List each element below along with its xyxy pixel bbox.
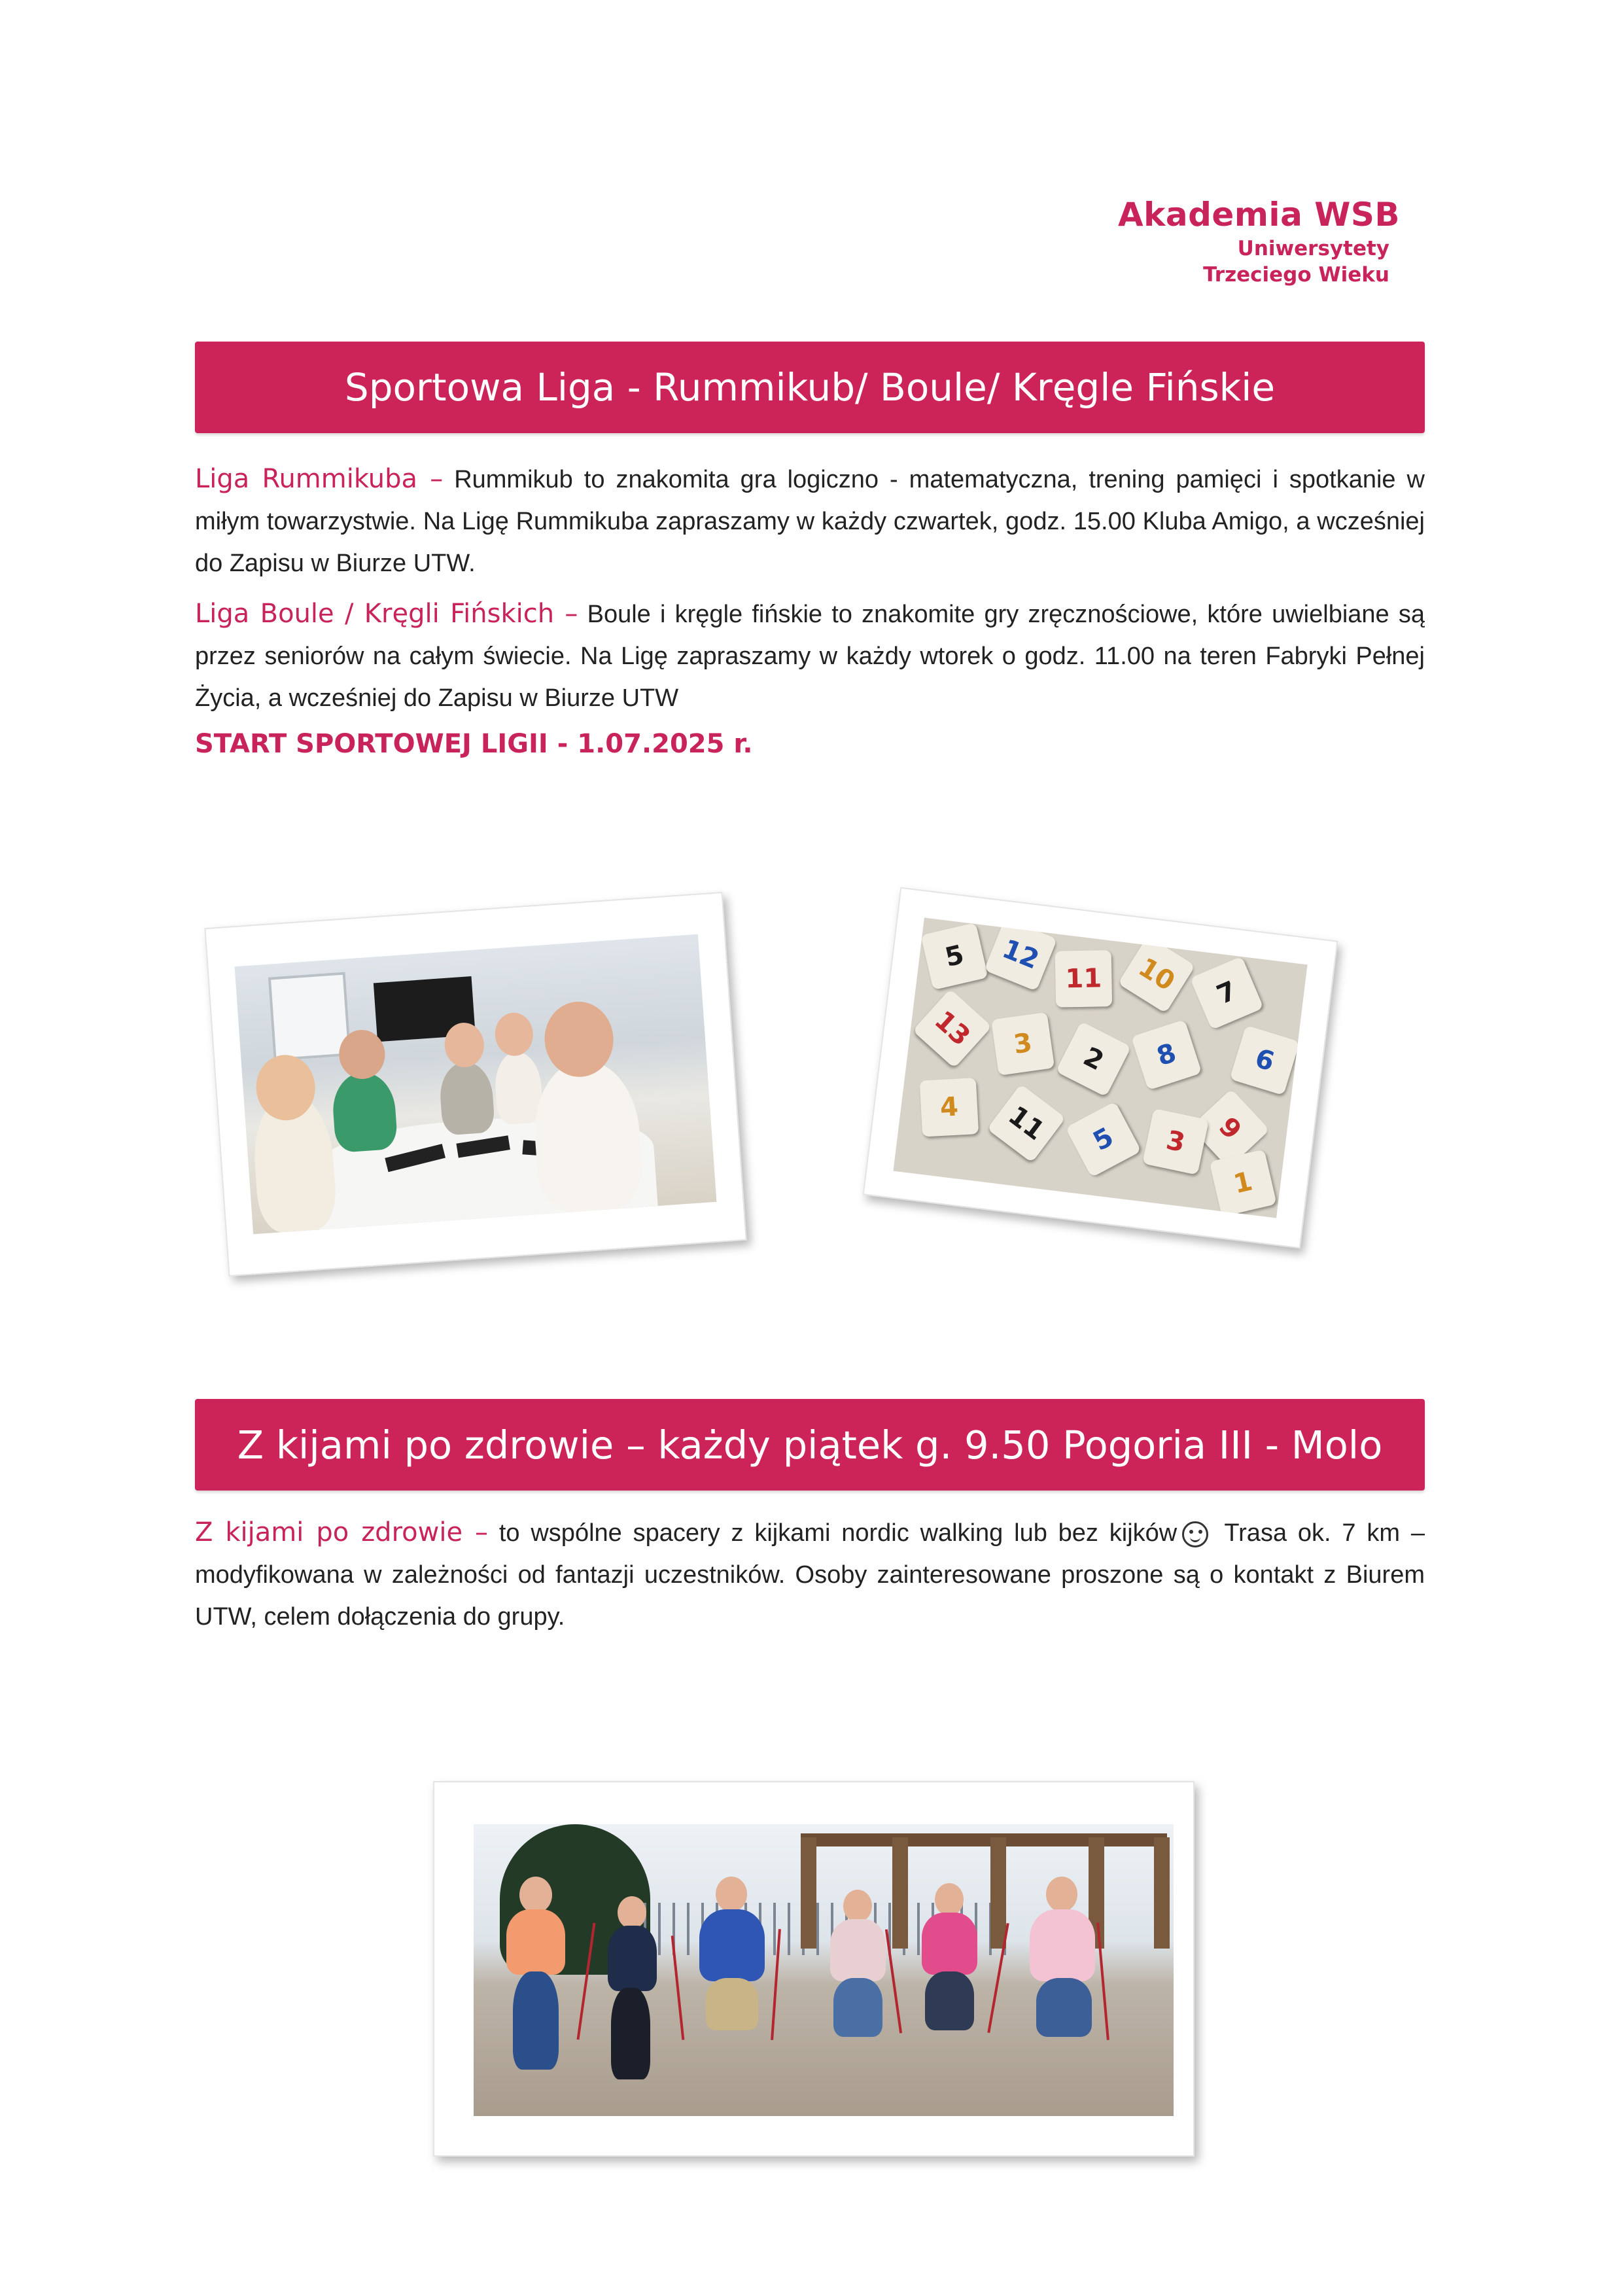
rummikub-paragraph bbox=[195, 458, 1425, 584]
rummikub-tile: 5 bbox=[1066, 1101, 1142, 1177]
rummikub-tile: 3 bbox=[991, 1012, 1055, 1076]
nordic-walking-group-image bbox=[474, 1824, 1174, 2116]
section-2-title: Z kijami po zdrowie – każdy piątek g. 9.50 Pogoria III - Molo bbox=[237, 1422, 1383, 1468]
rummikub-players-image bbox=[235, 934, 717, 1235]
rummikub-tile: 4 bbox=[920, 1078, 979, 1137]
rummikub-tile: 1 bbox=[1210, 1149, 1277, 1216]
logo-line-1: Akademia WSB bbox=[1117, 196, 1400, 234]
rummikub-tile: 9 bbox=[1190, 1089, 1270, 1169]
rummikub-tiles-photo bbox=[863, 887, 1338, 1249]
rummikub-tiles-image bbox=[893, 918, 1307, 1218]
rummikub-tile: 10 bbox=[1118, 936, 1196, 1014]
boule-text: Boule i kręgle fińskie to znakomite gry zręcznościowe, które uwielbiane są przez seniorów na całym świecie. Na Ligę zapraszamy w każdy wtorek o godz. 11.00 na teren Fabryki Pełnej Życia, a wcześniej do Zapisu w Biurze UTW bbox=[195, 601, 1425, 712]
logo-line-3: Trzeciego Wieku bbox=[1203, 263, 1389, 287]
rummikub-tile: 3 bbox=[1142, 1108, 1209, 1175]
rummikub-tile: 2 bbox=[1056, 1021, 1132, 1097]
nordic-walking-text-a: to wspólne spacery z kijkami nordic walking lub bez kijków bbox=[488, 1519, 1178, 1547]
nordic-walking-text-b: Trasa ok. 7 km – modyfikowana w zależności od fantazji uczestników. Osoby zainteresowane proszone są o kontakt z Biurem UTW, celem dołączenia do grupy. bbox=[195, 1519, 1425, 1631]
rummikub-tile: 11 bbox=[987, 1084, 1066, 1163]
section-1-title-banner bbox=[195, 342, 1425, 433]
rummikub-players-photo bbox=[204, 892, 746, 1277]
logo-line-2: Uniwersytety bbox=[1237, 237, 1389, 260]
rummikub-tile: 13 bbox=[913, 989, 992, 1068]
boule-paragraph bbox=[195, 593, 1425, 719]
rummikub-tile: 7 bbox=[1190, 956, 1264, 1030]
rummikub-tile: 6 bbox=[1230, 1025, 1300, 1095]
rummikub-tile: 8 bbox=[1131, 1019, 1202, 1090]
section-1-title: Sportowa Liga - Rummikub/ Boule/ Kręgle Fińskie bbox=[344, 365, 1276, 410]
nordic-walking-paragraph bbox=[195, 1511, 1425, 1638]
rummikub-text: Rummikub to znakomita gra logiczno - matematyczna, trening pamięci i spotkanie w miłym towarzystwie. Na Ligę Rummikuba zapraszamy w każdy czwartek, godz. 15.00 Kluba Amigo, a wcześniej do Zapisu w Biurze UTW. bbox=[195, 466, 1425, 577]
league-start-date: START SPORTOWEJ LIGII - 1.07.2025 r. bbox=[195, 729, 753, 759]
section-2-title-banner bbox=[195, 1399, 1425, 1491]
akademia-wsb-logo bbox=[1112, 194, 1400, 288]
rummikub-lead: Liga Rummikuba – bbox=[195, 464, 444, 494]
rummikub-tile: 12 bbox=[984, 918, 1057, 991]
nordic-walking-group-photo bbox=[433, 1781, 1195, 2157]
boule-lead: Liga Boule / Kręgli Fińskich – bbox=[195, 599, 578, 629]
rummikub-tile: 11 bbox=[1055, 950, 1112, 1007]
smiley-icon bbox=[1182, 1521, 1208, 1547]
nordic-walking-lead: Z kijami po zdrowie – bbox=[195, 1517, 489, 1547]
rummikub-tile: 5 bbox=[921, 923, 988, 990]
